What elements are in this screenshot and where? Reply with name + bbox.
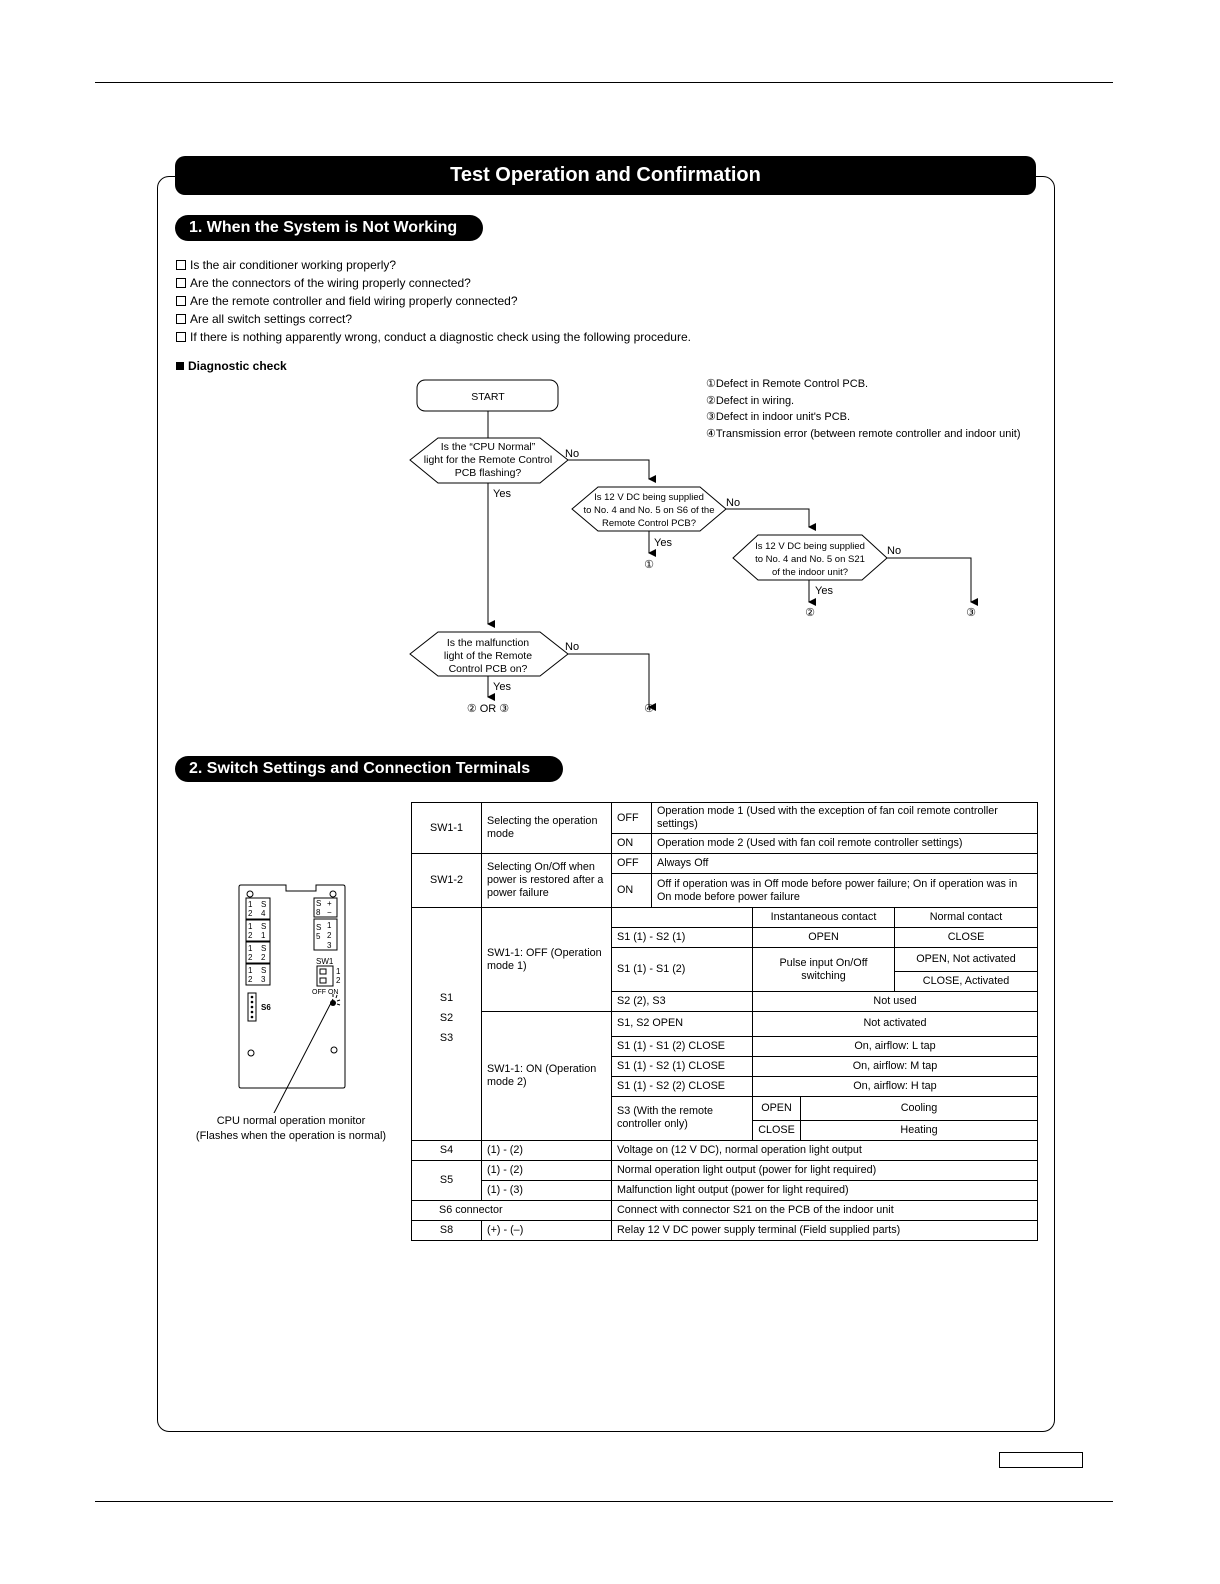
result-1: ①: [644, 559, 654, 571]
s5-pin-label: 2: [327, 931, 332, 940]
no-label: No: [887, 545, 902, 557]
table-row: [412, 908, 1038, 928]
sw1-off-on-label: OFF ON: [312, 989, 339, 996]
checklist-item: Are all switch settings correct?: [176, 310, 691, 328]
mode-text: Off if operation was in Off mode before power failure; On if operation was in On mode before power failure: [652, 874, 1038, 908]
checklist-item: Are the connectors of the wiring properly connected?: [176, 274, 691, 292]
value-cell: CLOSE: [895, 928, 1038, 948]
q4-line: Is the malfunction: [446, 637, 530, 649]
top-rule: [95, 82, 1113, 83]
s2-pin-label: 2: [248, 953, 253, 962]
s1-name: S1: [439, 992, 454, 1004]
s2-label: 2: [261, 953, 266, 962]
value-cell: On, airflow: H tap: [753, 1076, 1038, 1096]
result-4: ④: [644, 703, 654, 715]
pins-cell: (1) - (2): [482, 1161, 612, 1181]
section-2-heading: 2. Switch Settings and Connection Terminals: [175, 756, 563, 782]
legend-item: ④Transmission error (between remote controller and indoor unit): [706, 427, 1021, 440]
table-row: [412, 803, 1038, 834]
switch-settings-table: [411, 802, 1038, 1241]
s1-pin-label: 2: [248, 931, 253, 940]
table-row: [412, 1161, 1038, 1181]
result-3: ③: [966, 607, 976, 619]
off-cell: OFF: [612, 803, 652, 834]
s5-label: S: [316, 923, 322, 932]
terminal-cell: S1 (1) - S2 (2) CLOSE: [612, 1076, 753, 1096]
s8-cell: S8: [412, 1221, 482, 1241]
q1-line: PCB flashing?: [454, 467, 522, 479]
checkbox-icon: [176, 296, 186, 306]
value-cell: On, airflow: M tap: [753, 1056, 1038, 1076]
legend-item: ②Defect in wiring.: [706, 394, 795, 407]
yes-label: Yes: [493, 488, 511, 500]
mode1-cell: SW1-1: OFF (Operation mode 1): [482, 908, 612, 1012]
s5-pin-label: 3: [327, 941, 332, 950]
checklist-item: If there is nothing apparently wrong, conduct a diagnostic check using the following procedure.: [176, 328, 691, 346]
s3-label: 3: [261, 975, 266, 984]
value-cell: On, airflow: L tap: [753, 1036, 1038, 1056]
s8-minus-label: −: [327, 908, 332, 917]
q4-line: light of the Remote: [443, 650, 533, 662]
s3-label: S: [261, 966, 267, 975]
sw1-1-cell: SW1-1: [412, 803, 482, 854]
s3-pin-label: 1: [248, 966, 253, 975]
terminal-cell: S1 (1) - S2 (1) CLOSE: [612, 1056, 753, 1076]
q1-line: Is the “CPU Normal”: [440, 441, 536, 453]
value-cell: Heating: [801, 1121, 1038, 1141]
terminal-cell: S1 (1) - S1 (2) CLOSE: [612, 1036, 753, 1056]
bottom-rule: [95, 1501, 1113, 1502]
checkbox-icon: [176, 314, 186, 324]
value-cell: CLOSE: [753, 1121, 801, 1141]
no-label: No: [726, 497, 741, 509]
result-2: ②: [805, 607, 815, 619]
table-row: [412, 1141, 1038, 1161]
s1-label: 1: [261, 931, 266, 940]
s4-label: 4: [261, 909, 266, 918]
table-row: [412, 1201, 1038, 1221]
description-cell: Connect with connector S21 on the PCB of the indoor unit: [612, 1201, 1038, 1221]
header-normal: Normal contact: [895, 908, 1038, 928]
legend-item: ①Defect in Remote Control PCB.: [706, 378, 869, 390]
diagnostic-flowchart: [400, 375, 1040, 720]
sw1-label: SW1: [316, 957, 334, 966]
s3-name: S3: [439, 1032, 454, 1044]
s4-pin-label: 2: [248, 909, 253, 918]
start-label: START: [471, 391, 505, 403]
mode-text: Operation mode 1 (Used with the exception of fan coil remote controller settings): [652, 803, 1038, 834]
q3-line: of the indoor unit?: [771, 567, 849, 578]
pins-cell: (1) - (3): [482, 1181, 612, 1201]
sw1-pos-label: 1: [336, 967, 341, 976]
value-cell: Cooling: [801, 1096, 1038, 1120]
q4-line: Control PCB on?: [448, 663, 528, 675]
s1-s2-s3-cell: [412, 908, 482, 1141]
checklist-item: Is the air conditioner working properly?: [176, 256, 691, 274]
s5-cell: S5: [412, 1161, 482, 1201]
pins-cell: (1) - (2): [482, 1141, 612, 1161]
mode-text: Always Off: [652, 854, 1038, 874]
s2-pin-label: 1: [248, 944, 253, 953]
legend-item: ③Defect in indoor unit's PCB.: [706, 411, 851, 423]
table-row: [412, 1221, 1038, 1241]
table-row: [412, 854, 1038, 874]
no-label: No: [565, 641, 580, 653]
pins-cell: (+) - (–): [482, 1221, 612, 1241]
diagnostic-check-label: Diagnostic check: [176, 359, 287, 373]
mode2-cell: SW1-1: ON (Operation mode 2): [482, 1012, 612, 1141]
yes-label: Yes: [654, 537, 672, 549]
sw1-2-cell: SW1-2: [412, 854, 482, 908]
yes-label: Yes: [493, 681, 511, 693]
on-cell: ON: [612, 874, 652, 908]
table-row: [412, 1181, 1038, 1201]
s4-pin-label: 1: [248, 900, 253, 909]
q2-line: Remote Control PCB?: [602, 518, 696, 529]
checkbox-icon: [176, 278, 186, 288]
value-cell: Pulse input On/Off switching: [753, 948, 895, 992]
s2-name: S2: [439, 1012, 454, 1024]
page-title: Test Operation and Confirmation: [175, 156, 1036, 195]
cpu-monitor-caption: CPU normal operation monitor (Flashes when the operation is normal): [195, 1115, 387, 1142]
sw1-1-desc: Selecting the operation mode: [482, 803, 612, 854]
section-1-heading: 1. When the System is Not Working: [175, 215, 483, 241]
s8-plus-label: +: [327, 899, 332, 908]
yes-label: Yes: [815, 585, 833, 597]
value-cell: Not activated: [753, 1012, 1038, 1036]
result-2-or-3: ② OR ③: [466, 703, 510, 715]
s8-label: 8: [316, 908, 321, 917]
s1-pin-label: 1: [248, 922, 253, 931]
checklist-item: Are the remote controller and field wiring properly connected?: [176, 292, 691, 310]
checkbox-icon: [176, 260, 186, 270]
q3-line: to No. 4 and No. 5 on S21: [755, 554, 865, 565]
s2-label: S: [261, 944, 267, 953]
mode-text: Operation mode 2 (Used with fan coil remote controller settings): [652, 834, 1038, 854]
value-cell: Not used: [753, 992, 1038, 1012]
s5-pin-label: 1: [327, 921, 332, 930]
terminal-cell: S1, S2 OPEN: [612, 1012, 753, 1036]
value-cell: OPEN, Not activated: [895, 948, 1038, 972]
s5-label: 5: [316, 932, 321, 941]
square-bullet-icon: [176, 362, 184, 370]
terminal-cell: S1 (1) - S1 (2): [612, 948, 753, 992]
s1-label: S: [261, 922, 267, 931]
table-row: [412, 1012, 1038, 1036]
s4-label: S: [261, 900, 267, 909]
description-cell: Relay 12 V DC power supply terminal (Field supplied parts): [612, 1221, 1038, 1241]
value-cell: OPEN: [753, 1096, 801, 1120]
description-cell: Voltage on (12 V DC), normal operation light output: [612, 1141, 1038, 1161]
page-number-box: [999, 1452, 1083, 1468]
q2-line: to No. 4 and No. 5 on S6 of the: [583, 505, 715, 516]
no-label: No: [565, 448, 580, 460]
q1-line: light for the Remote Control: [423, 454, 553, 466]
q3-line: Is 12 V DC being supplied: [755, 541, 865, 552]
q2-line: Is 12 V DC being supplied: [594, 492, 704, 503]
s8-label: S: [316, 899, 322, 908]
checklist: [176, 256, 691, 346]
sw1-pos-label: 2: [336, 976, 341, 985]
on-cell: ON: [612, 834, 652, 854]
s6-label: S6: [261, 1003, 271, 1012]
s6-cell: S6 connector: [412, 1201, 612, 1221]
empty-cell: [612, 908, 753, 928]
sw1-2-desc: Selecting On/Off when power is restored after a power failure: [482, 854, 612, 908]
description-cell: Normal operation light output (power for light required): [612, 1161, 1038, 1181]
description-cell: Malfunction light output (power for light required): [612, 1181, 1038, 1201]
terminal-cell: S2 (2), S3: [612, 992, 753, 1012]
terminal-cell: S3 (With the remote controller only): [612, 1096, 753, 1140]
value-cell: OPEN: [753, 928, 895, 948]
value-cell: CLOSE, Activated: [895, 972, 1038, 992]
s4-cell: S4: [412, 1141, 482, 1161]
remote-control-pcb-diagram: [236, 883, 366, 1113]
terminal-cell: S1 (1) - S2 (1): [612, 928, 753, 948]
header-instantaneous: Instantaneous contact: [753, 908, 895, 928]
checkbox-icon: [176, 332, 186, 342]
s3-pin-label: 2: [248, 975, 253, 984]
off-cell: OFF: [612, 854, 652, 874]
